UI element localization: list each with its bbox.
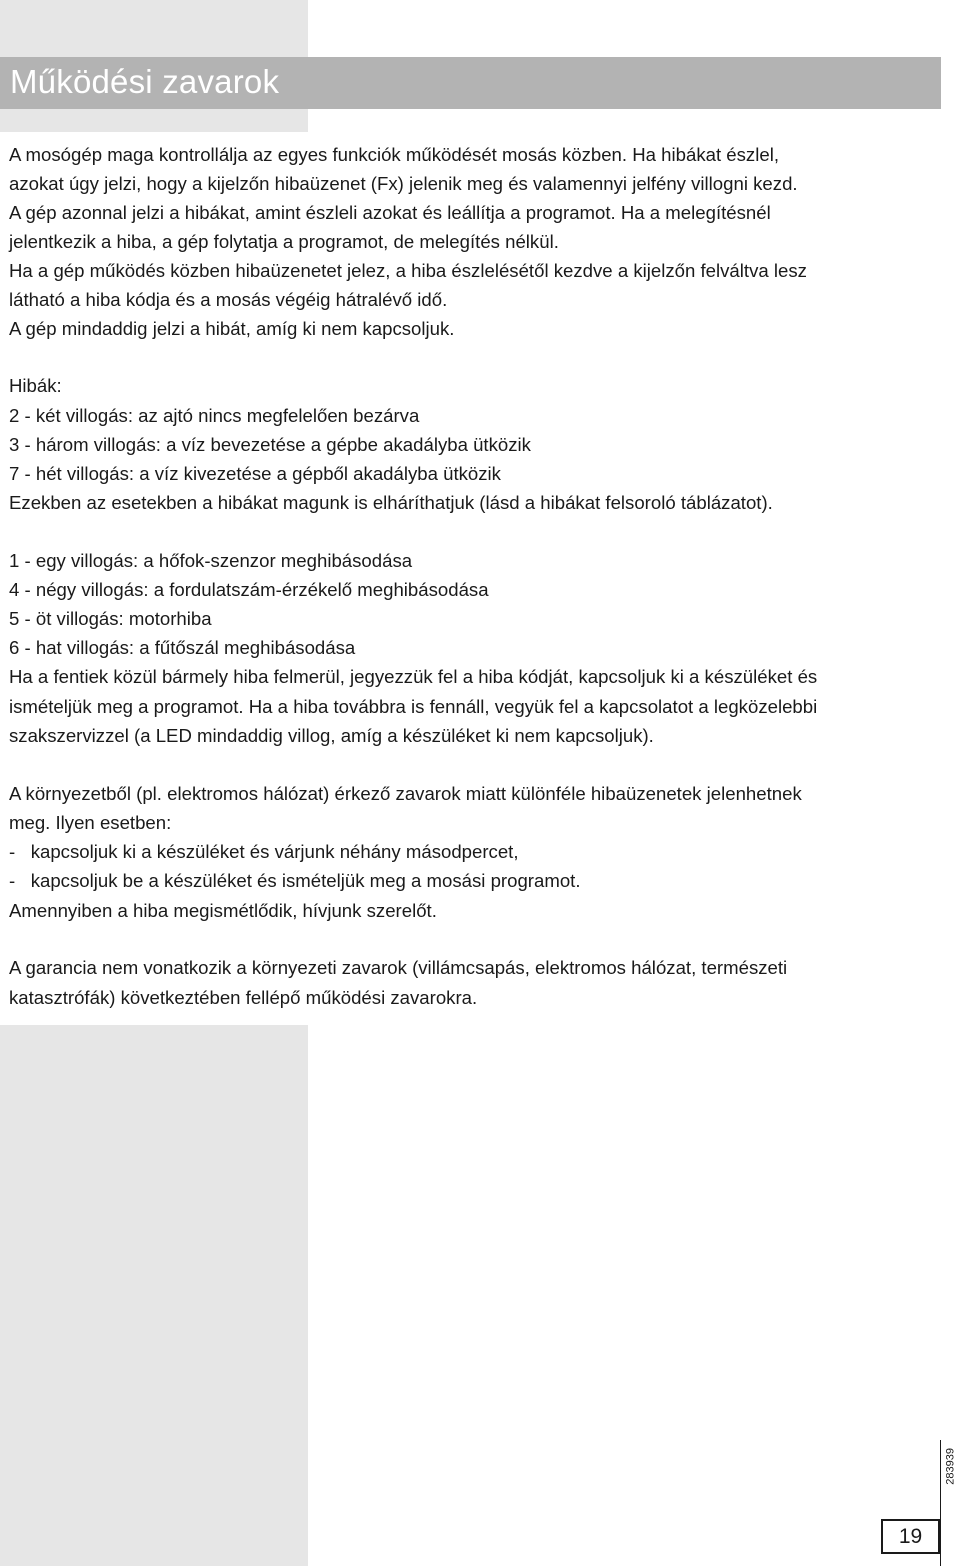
text-line: - kapcsoljuk be a készüléket és ismételjük meg a mosási programot. [9,870,581,891]
text-line: Ha a gép működés közben hibaüzenetet jelez, a hiba észlelésétől kezdve a kijelzőn felváltva lesz [9,260,807,281]
text-line: A gép mindaddig jelzi a hibát, amíg ki nem kapcsoljuk. [9,318,455,339]
text-line: 4 - négy villogás: a fordulatszám-érzékelő meghibásodása [9,579,489,600]
text-line: 1 - egy villogás: a hőfok-szenzor meghibásodása [9,550,413,571]
document-code: 283939 [944,1448,957,1485]
page-title: Működési zavarok [10,63,280,100]
text-line: A gép azonnal jelzi a hibákat, amint észleli azokat és leállítja a programot. Ha a melegítésnél [9,202,771,223]
text-line: - kapcsoljuk ki a készüléket és várjunk néhány másodpercet, [9,841,519,862]
text-line: ismételjük meg a programot. Ha a hiba továbbra is fennáll, vegyük fel a kapcsolatot a legközelebbi [9,696,818,717]
text-line: szakszervizzel (a LED mindaddig villog, amíg a készüléket ki nem kapcsoljuk). [9,725,654,746]
text-line: 5 - öt villogás: motorhiba [9,608,212,629]
page-number: 19 [898,1525,923,1548]
text-line: Ezekben az esetekben a hibákat magunk is elháríthatjuk (lásd a hibákat felsoroló táblázatot). [9,492,773,513]
text-line: jelentkezik a hiba, a gép folytatja a programot, de melegítés nélkül. [9,231,559,252]
text-line: 2 - két villogás: az ajtó nincs megfelelően bezárva [9,405,420,426]
footer-rule [940,1440,941,1566]
text-line: azokat úgy jelzi, hogy a kijelzőn hibaüzenet (Fx) jelenik meg és valamennyi jelfény villogni kezd. [9,173,798,194]
text-line: Amennyiben a hiba megismétlődik, hívjunk szerelőt. [9,900,437,921]
text-line: A garancia nem vonatkozik a környezeti zavarok (villámcsapás, elektromos hálózat, természeti [9,957,788,978]
text-line: A környezetből (pl. elektromos hálózat) érkező zavarok miatt különféle hibaüzenetek jelenhetnek [9,783,802,804]
text-line: Ha a fentiek közül bármely hiba felmerül, jegyezzük fel a hiba kódját, kapcsoljuk ki a készüléket és [9,666,818,687]
text-line: 7 - hét villogás: a víz kivezetése a gépből akadályba ütközik [9,463,501,484]
text-line: 6 - hat villogás: a fűtőszál meghibásodása [9,637,356,658]
text-line: katasztrófák) következtében fellépő működési zavarokra. [9,987,478,1008]
text-line: meg. Ilyen esetben: [9,812,172,833]
text-line: 3 - három villogás: a víz bevezetése a gépbe akadályba ütközik [9,434,531,455]
text-line: látható a hiba kódja és a mosás végéig hátralévő idő. [9,289,448,310]
page-number-box [881,1519,940,1554]
text-line: A mosógép maga kontrollálja az egyes funkciók működését mosás közben. Ha hibákat észlel, [9,144,779,165]
text-line: Hibák: [9,375,62,396]
